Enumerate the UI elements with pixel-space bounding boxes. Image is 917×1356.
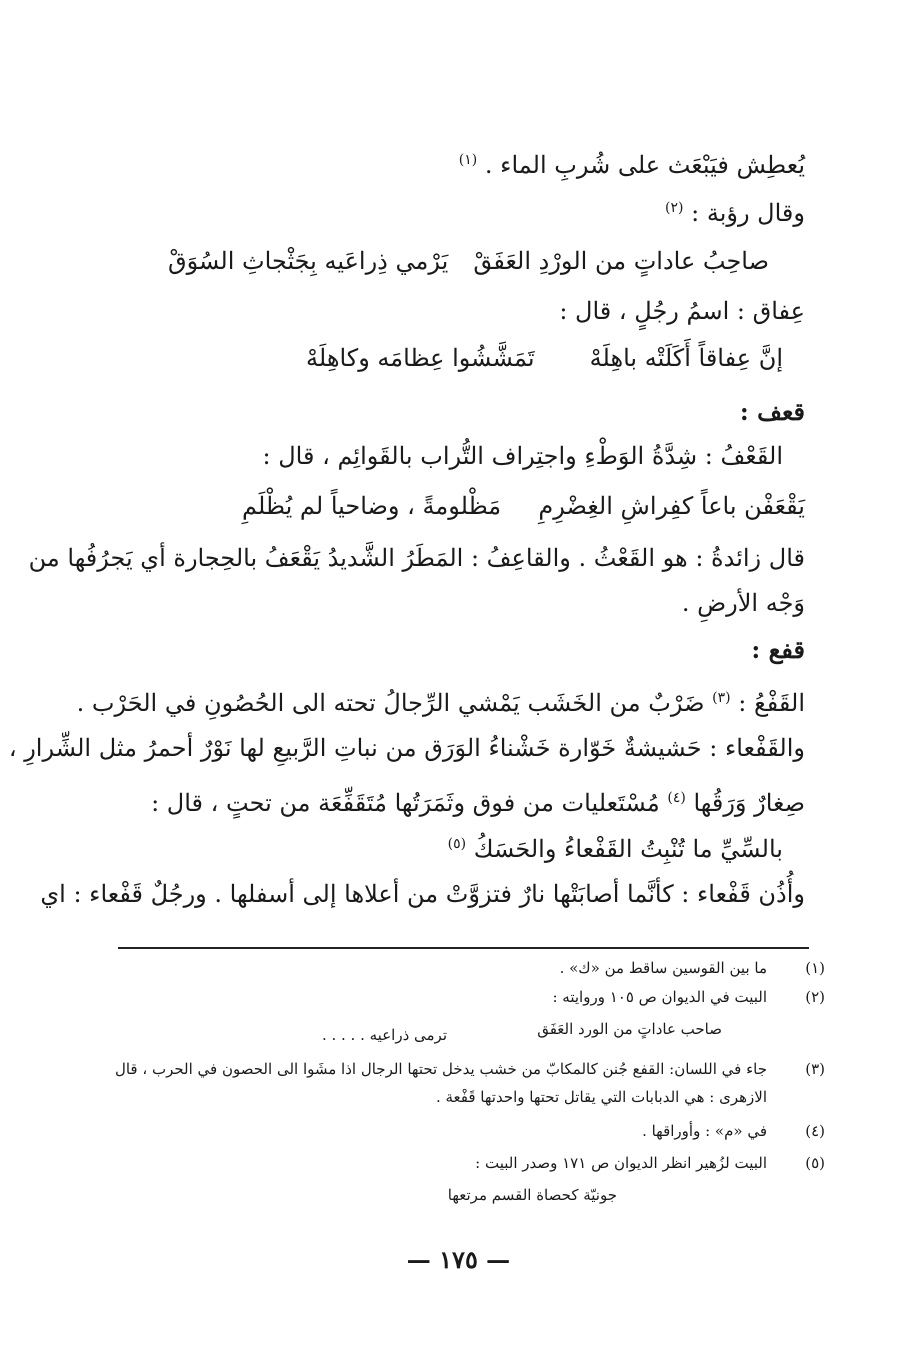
text-line-13-term: صِغارٌ وَرَقُها: [693, 789, 805, 817]
page-number: — ١٧٥ —: [406, 1245, 511, 1274]
verse-2-hemistich-2: تَمَشَّشُوا عِظامَه وكاهِلَهْ: [306, 344, 535, 372]
footnote-marker-5: (٥): [447, 836, 467, 852]
footnote-divider: [118, 947, 809, 949]
text-line-1-content: يُعطِش فيَبْعَث على شُربِ الماء .: [484, 151, 805, 179]
text-line-14-content: بالسِّيِّ ما تُنْبِتُ القَفْعاءُ والحَسَكُ: [473, 835, 783, 863]
footnote-4-text: في «م» : وأوراقها .: [642, 1122, 767, 1140]
verse-3-hemistich-2: مَظْلومةً ، وضاحياً لم يُظْلَمِ: [242, 492, 502, 520]
text-line-1: [112, 142, 805, 183]
footnote-4-number: (٤): [805, 1122, 825, 1140]
text-line-4: عِفاق : اسمُ رجُلٍ ، قال :: [559, 297, 805, 325]
footnote-2-number: (٢): [805, 988, 825, 1006]
verse-2-hemistich-1: إنَّ عِفاقاً أَكَلَتْه باهِلَهْ: [589, 344, 783, 372]
text-line-13: [112, 780, 805, 821]
footnote-2-verse-hemistich-1: صاحب عاداتٍ من الورد العَفَق: [537, 1020, 722, 1038]
text-line-11-term: القَفْعُ :: [738, 689, 805, 717]
footnote-3-number: (٣): [805, 1060, 825, 1078]
text-line-11-content: ضَرْبٌ من الخَشَب يَمْشي الرِّجالُ تحته الى الحُصُونِ في الحَرْب .: [76, 689, 705, 717]
text-line-6: القَعْفُ : شِدَّةُ الوَطْءِ واجتِراف التُّراب بالقَوائِم ، قال :: [262, 442, 783, 470]
footnote-2-verse-hemistich-2: ترمى ذراعيه . . . . .: [321, 1026, 447, 1044]
text-line-11: [76, 680, 805, 721]
text-line-2-content: وقال رؤبة :: [691, 199, 805, 227]
text-line-14: [112, 826, 783, 867]
entry-heading-qaf-2: قفع :: [751, 635, 805, 664]
text-line-9: وَجْه الأرضِ .: [681, 589, 805, 617]
footnote-marker-4: (٤): [667, 790, 686, 806]
footnote-5-verse: جونيّة كحصاة القسم مرتعها: [447, 1186, 617, 1204]
text-line-2: [112, 190, 805, 231]
verse-1-hemistich-2: يَرْمي ذِراعَيه بِجَثْجاثِ السُوَقْ: [168, 247, 449, 275]
text-line-15: وأُذُن قَفْعاء : كأنَّما أصابَتْها نارٌ فتزوَّتْ من أعلاها إلى أسفلها . ورجُلٌ قَفْعاء : اي: [40, 880, 805, 908]
footnote-marker-3: (٣): [712, 690, 731, 706]
footnote-3-text: جاء في اللسان: القفع جُنن كالمكابّ من خشب يدخل تحتها الرجال اذا مشَوا الى الحصون في الحرب ، قال: [114, 1060, 767, 1078]
footnote-3-text-continued: الازهرى : هي الدبابات التي يقاتل تحتها واحدتها قَفْعة .: [435, 1088, 767, 1106]
footnote-marker-2: (٢): [665, 200, 684, 216]
verse-1-hemistich-1: صاحِبُ عاداتٍ من الورْدِ العَفَقْ: [473, 247, 769, 275]
entry-heading-qaf: قعف :: [739, 397, 805, 426]
text-line-12: والقَفْعاء : حَشيشةٌ خَوّارة خَشْناءُ الوَرَق من نباتِ الرَّبيعِ لها نَوْرٌ أحمرُ مثل الشِّرارِ ،: [8, 734, 805, 762]
text-line-8: قال زائدةُ : هو القَعْثُ . والقاعِفُ : المَطَرُ الشَّديدُ يَقْعَفُ بالحِجارة أي يَجرُفُها من: [28, 544, 805, 572]
footnote-5-text: البيت لزُهير انظر الديوان ص ١٧١ وصدر البيت :: [475, 1154, 767, 1172]
footnote-5-number: (٥): [805, 1154, 825, 1172]
verse-3-hemistich-1: يَقْعَفْن باعاً كفِراشِ الغِضْرِمِ: [538, 492, 805, 520]
footnote-1-number: (١): [805, 959, 825, 977]
footnote-marker-1: (١): [458, 152, 478, 168]
footnote-2-text: البيت في الديوان ص ١٠٥ وروايته :: [552, 988, 767, 1006]
text-line-13-content: مُسْتَعليات من فوق وثَمَرَتُها مُتَقَفِّعَة من تحتٍ ، قال :: [151, 789, 660, 817]
footnote-1-text: ما بين القوسين ساقط من «ك» .: [559, 959, 767, 977]
